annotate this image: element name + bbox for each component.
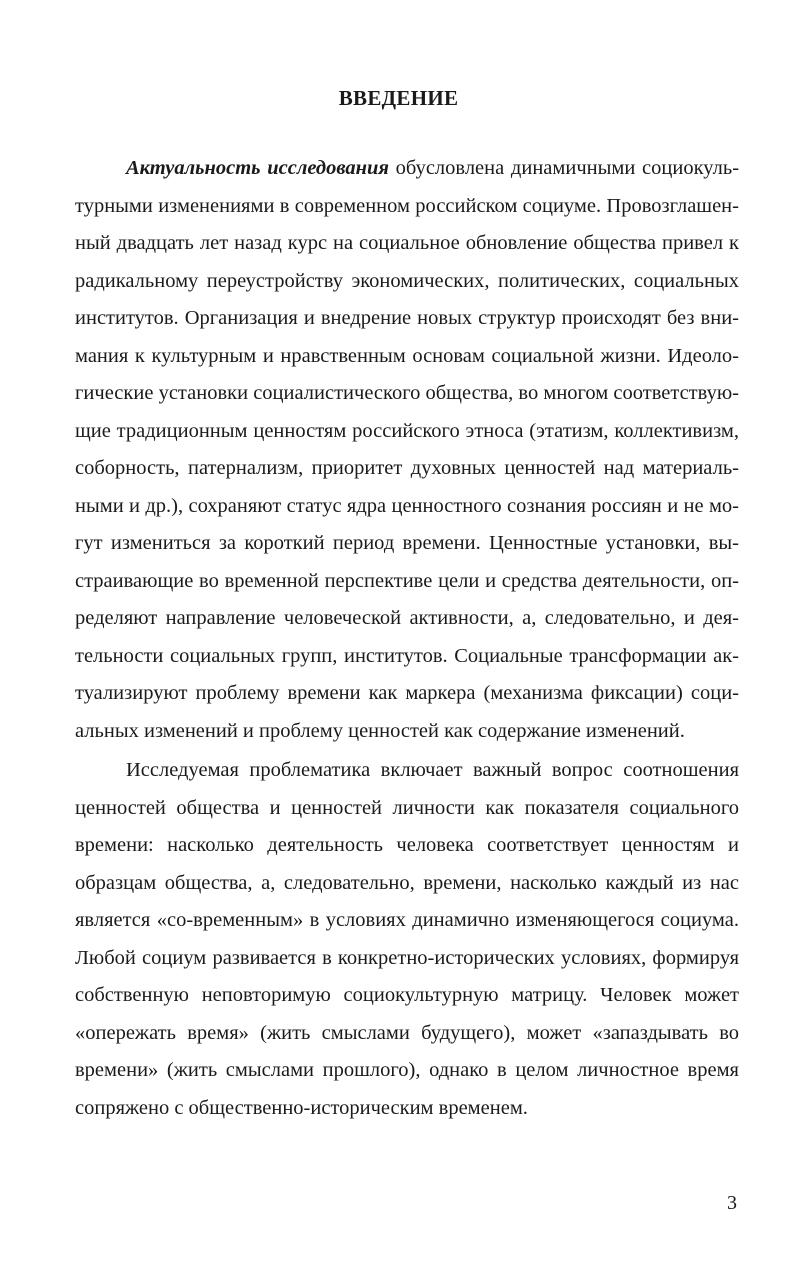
- paragraph-text: [75, 150, 739, 750]
- paragraph-relevance: [75, 150, 739, 750]
- paragraph-lead: Актуальность исследования: [126, 157, 389, 179]
- page-number: 3: [727, 1192, 737, 1214]
- paragraph-body: обусловлена динамичными социокультурными изменениями в современном российском социуме. Провозглашенный двадцать лет назад курс на социальное обновление общества привел к радикальному переустройству экономических, политических, социальных институтов. Организация и внедрение новых структур происходят без внимания к культурным и нравственным основам социальной жизни. Идеологические установки социалистического общества, во многом соответствующие традиционным ценностям российского этноса (этатизм, коллективизм, соборность, патернализм, приоритет духовных ценностей над материальными и др.), сохраняют статус ядра ценностного сознания россиян и не могут измениться за короткий период времени. Ценностные установки, выстраивающие во временной перспективе цели и средства деятельности, определяют направление человеческой активности, а, следовательно, и деятельности социальных групп, институтов. Социальные трансформации актуализируют проблему времени как маркера (механизма фиксации) социальных изменений и проблему ценностей как содержание изменений.: [75, 157, 740, 742]
- paragraph-problem: [75, 752, 739, 1127]
- paragraph-text: Исследуемая проблематика включает важный вопрос соотношения ценностей общества и ценностей личности как показателя социального времени: насколько деятельность человека соответствует ценностям и образцам общества, а, следовательно, времени, насколько каждый из нас является «со-временным» в условиях динамично изменяющегося социума. Любой социум развивается в конкретно-исторических условиях, формируя собственную неповторимую социокультурную матрицу. Человек может «опережать время» (жить смыслами будущего), может «запаздывать во времени» (жить смыслами прошлого), однако в целом личностное время сопряжено с общественно-историческим временем.: [75, 759, 739, 1119]
- page-title: ВВЕДЕНИЕ: [338, 86, 459, 110]
